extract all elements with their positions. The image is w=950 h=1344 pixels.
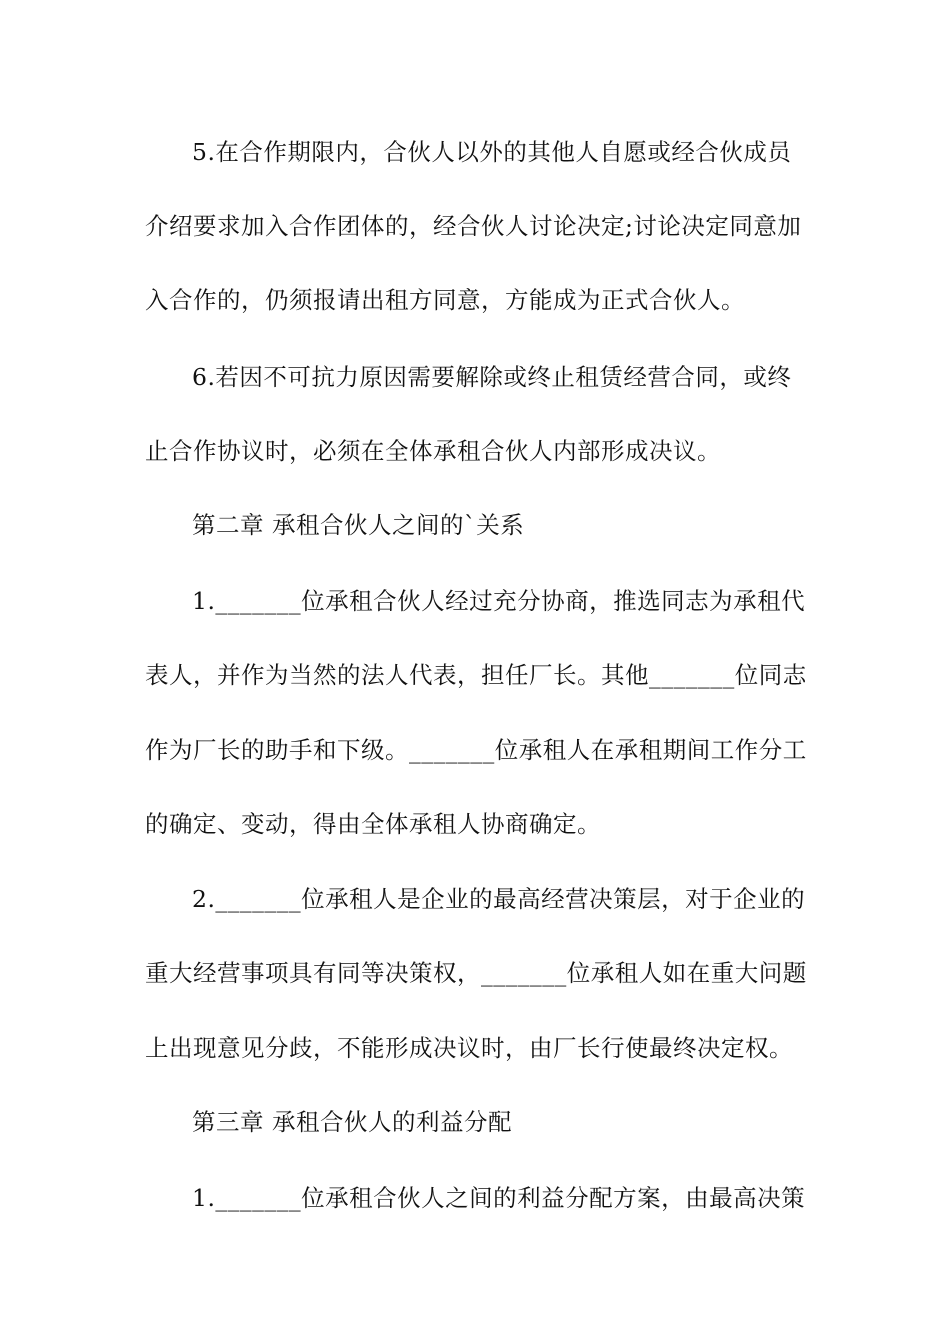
clause-5-line-1: 5.在合作期限内，合伙人以外的其他人自愿或经合伙成员: [192, 138, 792, 166]
clause-6-line-1: 6.若因不可抗力原因需要解除或终止租赁经营合同，或终: [192, 363, 792, 391]
clause-5-line-2: 介绍要求加入合作团体的，经合伙人讨论决定;讨论决定同意加: [145, 212, 802, 240]
ch2-clause-1-line-3: 作为厂长的助手和下级。_______位承租人在承租期间工作分工: [145, 736, 807, 764]
ch2-clause-1-line-1: 1._______位承租合伙人经过充分协商，推选同志为承租代: [192, 587, 806, 615]
ch2-clause-1-line-2: 表人，并作为当然的法人代表，担任厂长。其他_______位同志: [145, 661, 807, 689]
ch2-clause-2-line-2: 重大经营事项具有同等决策权，_______位承租人如在重大问题: [145, 959, 807, 987]
clause-5-line-3: 入合作的，仍须报请出租方同意，方能成为正式合伙人。: [145, 286, 745, 314]
ch2-clause-2-line-1: 2._______位承租人是企业的最高经营决策层，对于企业的: [192, 885, 806, 913]
ch3-clause-1-line-1: 1._______位承租合伙人之间的利益分配方案，由最高决策: [192, 1184, 806, 1212]
chapter-2-heading: 第二章 承租合伙人之间的`关系: [192, 511, 525, 539]
ch2-clause-1-line-4: 的确定、变动，得由全体承租人协商确定。: [145, 810, 601, 838]
chapter-3-heading: 第三章 承租合伙人的利益分配: [192, 1108, 512, 1136]
clause-6-line-2: 止合作协议时，必须在全体承租合伙人内部形成决议。: [145, 437, 721, 465]
ch2-clause-2-line-3: 上出现意见分歧，不能形成决议时，由厂长行使最终决定权。: [145, 1034, 793, 1062]
